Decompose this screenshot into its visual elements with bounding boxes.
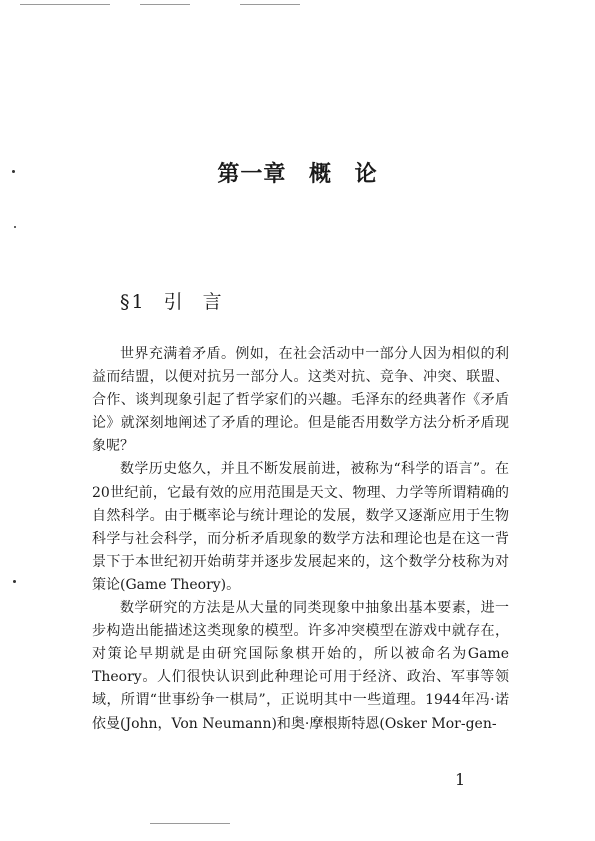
body-text: [92, 343, 509, 736]
page-number: 1: [455, 770, 466, 789]
scan-speck: [14, 226, 16, 228]
scan-line-top-mid: [140, 4, 190, 5]
paragraph: 数学研究的方法是从大量的同类现象中抽象出基本要素，进一步构造出能描述这类现象的模型。许多冲突模型在游戏中就存在，对策论早期就是由研究国际象棋开始的，所以被命名为Game Theory。人们很快认识到此种理论可用于经济、政治、军事等领域，所谓“世事纷争一棋局”，正说明其中一些道理。1944年冯·诺依曼(John，Von Neumann)和奥·摩根斯特恩(Osker Mor-gen-: [92, 600, 509, 732]
scan-speck: [13, 580, 16, 583]
scan-line-bottom: [150, 823, 230, 824]
paragraph: 世界充满着矛盾。例如，在社会活动中一部分人因为相似的利益而结盟，以便对抗另一部分人。这类对抗、竞争、冲突、联盟、合作、谈判现象引起了哲学家们的兴趣。毛泽东的经典著作《矛盾论》就深刻地阐述了矛盾的理论。但是能否用数学方法分析矛盾现象呢？: [92, 346, 509, 455]
scan-line-top-right: [240, 4, 300, 5]
section-title: §1 引 言: [120, 291, 224, 313]
paragraph: 数学历史悠久，并且不断发展前进，被称为“科学的语言”。在20世纪前，它最有效的应用范围是天文、物理、力学等所谓精确的自然科学。由于概率论与统计理论的发展，数学又逐渐应用于生物科学与社会科学，而分析矛盾现象的数学方法和理论也是在这一背景下于本世纪初开始萌芽并逐步发展起来的，这个数学分枝称为对策论(Game Theory)。: [92, 461, 509, 593]
scan-line-top-left: [20, 4, 110, 5]
chapter-title: 第一章 概 论: [217, 162, 378, 187]
